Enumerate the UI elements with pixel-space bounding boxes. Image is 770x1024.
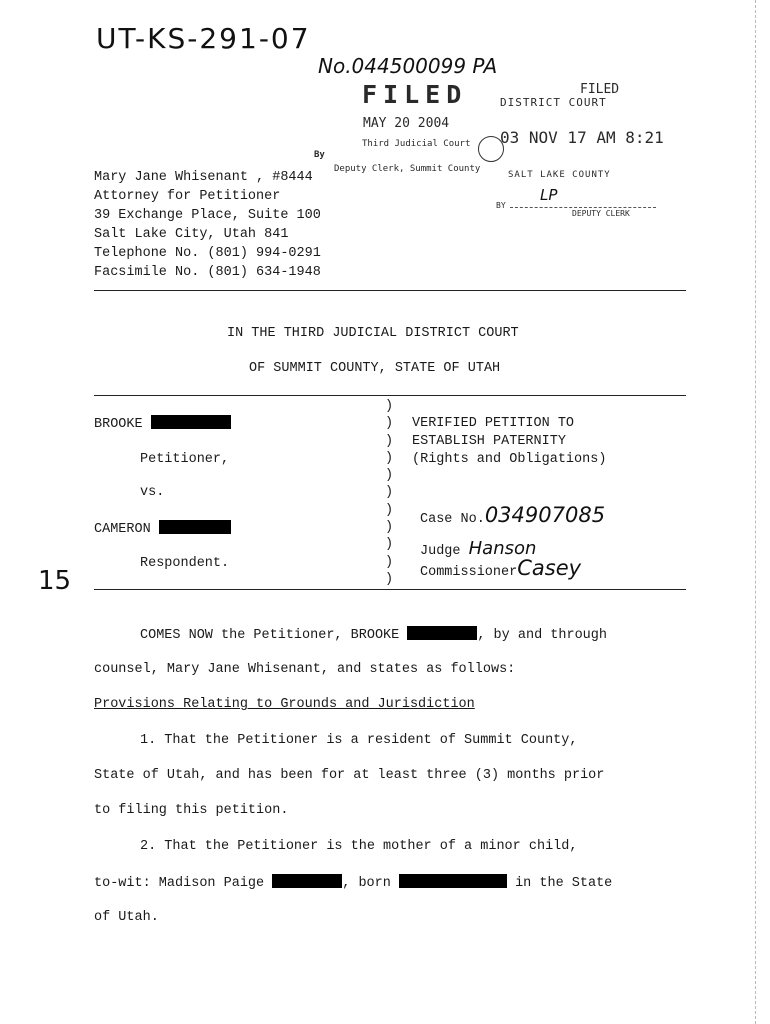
judge-name: Hanson (468, 538, 537, 559)
redaction-bar (399, 874, 507, 888)
intro-line-2: counsel, Mary Jane Whisenant, and states as follows: (94, 662, 516, 677)
case-number-row (420, 503, 605, 527)
section-heading: Provisions Relating to Grounds and Jurisdiction (94, 697, 475, 712)
petitioner-role: Petitioner, (140, 452, 230, 467)
stamp-by-1: By (314, 150, 325, 160)
stamp-filed-1: FILED (362, 80, 468, 109)
stamp-filed-2: FILED (580, 82, 620, 97)
para-2-line-2 (94, 874, 612, 891)
court-county: OF SUMMIT COUNTY, STATE OF UTAH (249, 361, 501, 376)
petitioner-name: BROOKE (94, 417, 143, 432)
para-2-text-a: to-wit: Madison Paige (94, 876, 265, 891)
caption-bottom-rule (94, 589, 686, 590)
petition-title-block (412, 415, 606, 469)
redaction-bar (159, 520, 231, 534)
para-1-line-3: to filing this petition. (94, 803, 289, 818)
caption-parens: ) ) ) ) ) ) ) ) ) ) ) (385, 399, 394, 587)
redaction-bar (407, 626, 477, 640)
caption-respondent (94, 520, 231, 537)
page-edge-line (755, 0, 756, 1024)
stamp-county-2: SALT LAKE COUNTY (508, 170, 611, 180)
judge-label: Judge (420, 544, 461, 559)
caption-petitioner (94, 415, 231, 432)
attorney-name: Mary Jane Whisenant , #8444 (94, 170, 313, 185)
intro-text-a: COMES NOW the Petitioner, BROOKE (140, 628, 400, 643)
para-2-text-c: in the State (506, 876, 613, 891)
attorney-title: Attorney for Petitioner (94, 189, 281, 204)
stamp-signature-line (510, 207, 656, 208)
stamp-court-1: Third Judicial Court (362, 139, 471, 149)
petition-title-2: ESTABLISH PATERNITY (412, 434, 566, 449)
attorney-block (94, 168, 321, 282)
para-2-line-1: 2. That the Petitioner is the mother of a minor child, (140, 839, 578, 854)
stamp-initials: LP (540, 186, 558, 204)
respondent-role: Respondent. (140, 556, 230, 571)
redaction-bar (272, 874, 342, 888)
caption-vs: vs. (140, 485, 165, 500)
filed-number: No.044500099 PA (318, 54, 498, 78)
stamp-date-1: MAY 20 2004 (363, 116, 450, 131)
petition-title-1: VERIFIED PETITION TO (412, 416, 575, 431)
commissioner-name: Casey (517, 556, 582, 580)
case-number: 034907085 (484, 503, 606, 527)
stamp-district-court: DISTRICT COURT (500, 96, 607, 109)
case-label: Case No. (420, 512, 485, 527)
court-name: IN THE THIRD JUDICIAL DISTRICT COURT (227, 326, 519, 341)
stamp-clerk-2: DEPUTY CLERK (572, 209, 630, 218)
redaction-bar (151, 415, 231, 429)
para-2-text-b: , born (342, 876, 391, 891)
para-2-line-3: of Utah. (94, 910, 159, 925)
attorney-fax: Facsimile No. (801) 634-1948 (94, 265, 321, 280)
commissioner-label: Commissioner (420, 565, 518, 580)
header-rule (94, 290, 686, 291)
stamp-clerk-1: Deputy Clerk, Summit County (334, 164, 481, 174)
commissioner-row (420, 556, 581, 580)
handwritten-case-code: UT-KS-291-07 (96, 22, 311, 55)
attorney-city: Salt Lake City, Utah 841 (94, 227, 289, 242)
para-1-line-2: State of Utah, and has been for at least three (3) months prior (94, 768, 605, 783)
respondent-name: CAMERON (94, 522, 151, 537)
stamp-by-2: BY (496, 201, 506, 210)
caption-top-rule (94, 395, 686, 396)
margin-handwritten-note: 15 (38, 566, 72, 596)
intro-line-1 (140, 626, 607, 643)
intro-text-b: , by and through (477, 628, 607, 643)
stamp-date-2: 03 NOV 17 AM 8:21 (500, 128, 664, 147)
attorney-address: 39 Exchange Place, Suite 100 (94, 208, 321, 223)
attorney-phone: Telephone No. (801) 994-0291 (94, 246, 321, 261)
para-1-line-1: 1. That the Petitioner is a resident of Summit County, (140, 733, 578, 748)
petition-title-3: (Rights and Obligations) (412, 452, 607, 467)
